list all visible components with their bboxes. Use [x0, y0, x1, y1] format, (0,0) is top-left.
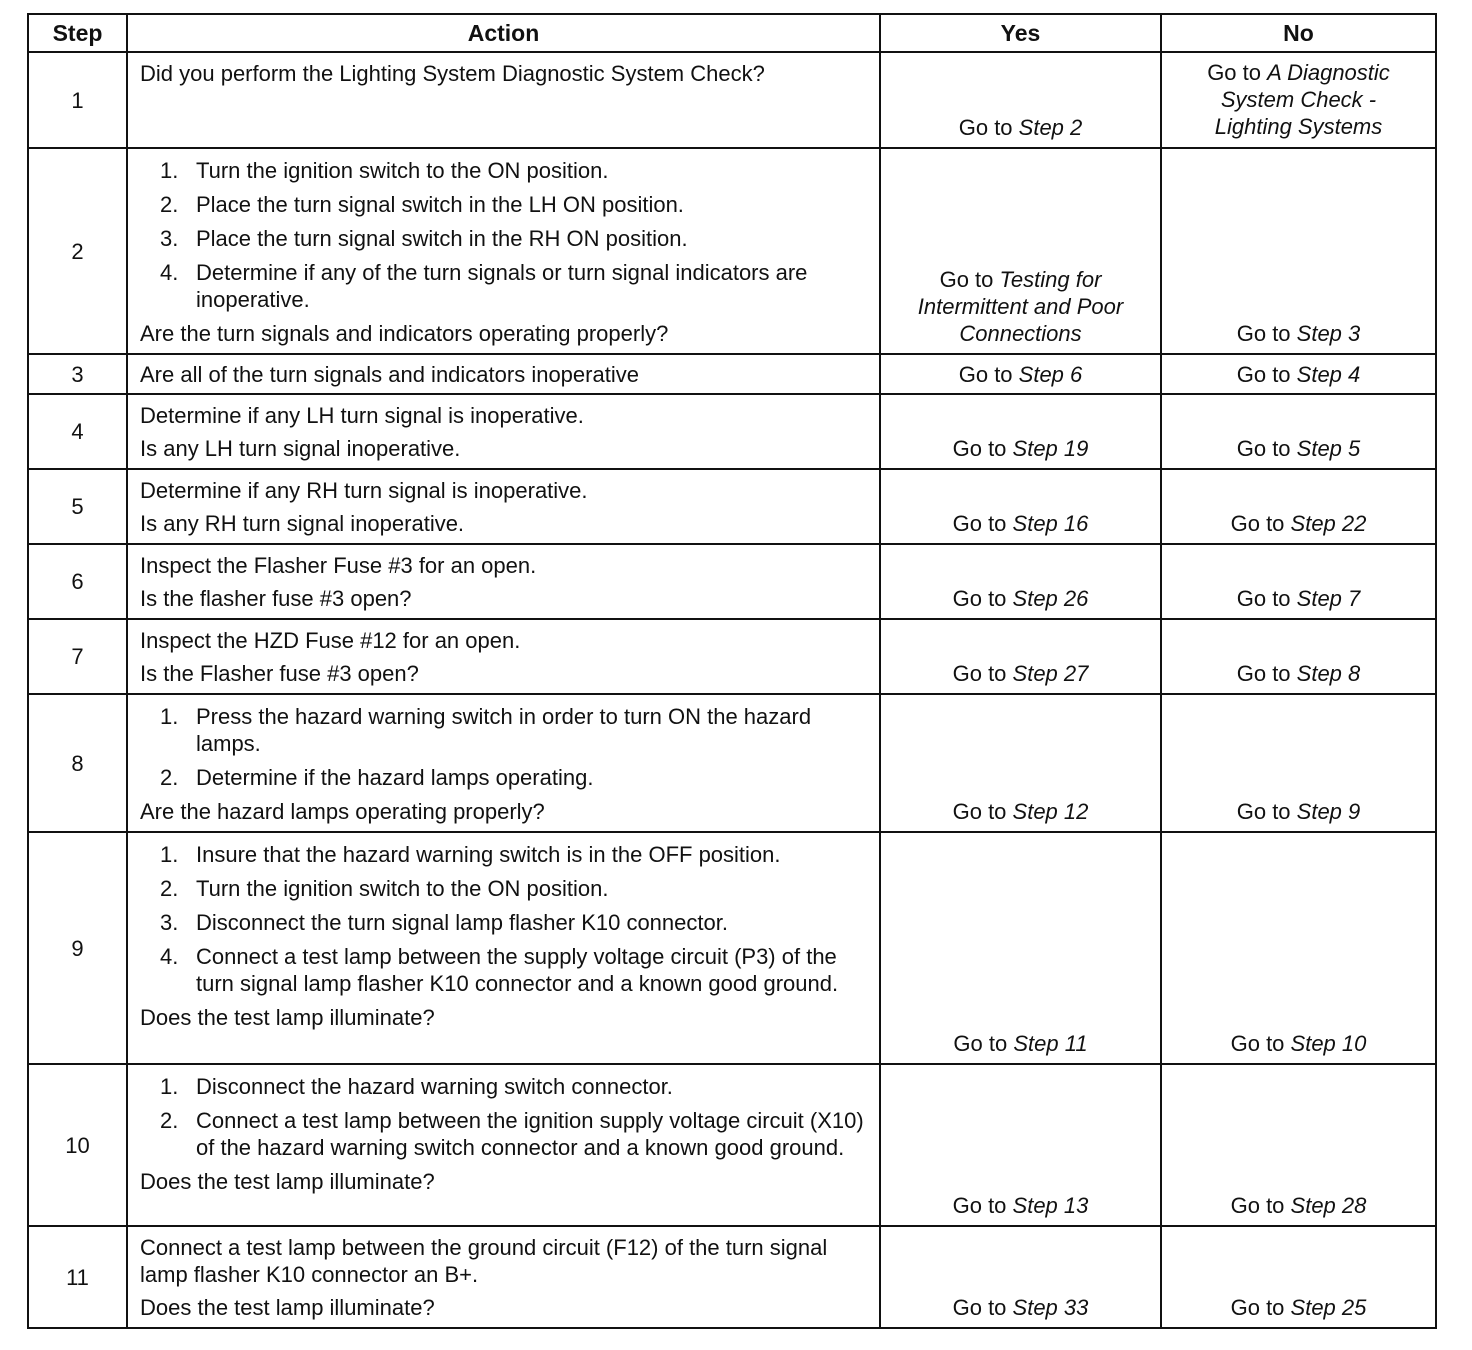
yes-prefix: Go to — [952, 799, 1013, 824]
substep-number: 2. — [160, 192, 179, 217]
table-row — [28, 1226, 1436, 1328]
step-number: 4 — [28, 394, 127, 469]
substep-text: Place the turn signal switch in the RH ON position. — [196, 226, 688, 251]
substep-number: 3. — [160, 910, 179, 935]
yes-cell — [880, 394, 1161, 469]
yes-target-link[interactable]: Step 13 — [1012, 1193, 1089, 1218]
yes-target-link[interactable]: Testing for Intermittent and Poor Connections — [917, 267, 1124, 346]
no-cell — [1161, 148, 1436, 354]
substep — [140, 841, 869, 868]
yes-prefix: Go to — [952, 1193, 1013, 1218]
action-cell — [127, 544, 880, 619]
no-target-link[interactable]: A Diagnostic System Check - Lighting Systems — [1214, 60, 1390, 139]
no-prefix: Go to — [1236, 361, 1297, 387]
action-cell — [127, 619, 880, 694]
yes-prefix: Go to — [939, 267, 1000, 292]
header-no: No — [1161, 14, 1436, 52]
table-row — [28, 544, 1436, 619]
substep-text: Place the turn signal switch in the LH ON position. — [196, 192, 684, 217]
yes-prefix: Go to — [952, 586, 1013, 611]
no-target-link[interactable]: Step 3 — [1296, 321, 1361, 346]
no-prefix: Go to — [1236, 321, 1297, 346]
substep-text: Determine if the hazard lamps operating. — [196, 765, 594, 790]
no-cell — [1161, 1064, 1436, 1226]
action-cell — [127, 52, 880, 148]
header-yes: Yes — [880, 14, 1161, 52]
substep-list — [140, 157, 869, 313]
action-text: Inspect the Flasher Fuse #3 for an open. — [140, 553, 537, 578]
no-prefix: Go to — [1236, 436, 1297, 461]
action-text: Inspect the HZD Fuse #12 for an open. — [140, 628, 521, 653]
substep-text: Turn the ignition switch to the ON position. — [196, 158, 609, 183]
step-number: 9 — [28, 832, 127, 1064]
substep — [140, 875, 869, 902]
yes-cell — [880, 619, 1161, 694]
substep — [140, 943, 869, 997]
no-prefix: Go to — [1207, 60, 1268, 85]
table-row — [28, 394, 1436, 469]
substep — [140, 259, 869, 313]
no-prefix: Go to — [1236, 661, 1297, 686]
no-cell — [1161, 619, 1436, 694]
yes-prefix: Go to — [958, 115, 1019, 140]
step-number: 7 — [28, 619, 127, 694]
question-text: Does the test lamp illuminate? — [140, 1005, 435, 1030]
table-row — [28, 1064, 1436, 1226]
yes-cell — [880, 832, 1161, 1064]
yes-cell — [880, 52, 1161, 148]
question-text: Does the test lamp illuminate? — [140, 1295, 435, 1320]
yes-target-link[interactable]: Step 33 — [1012, 1295, 1089, 1320]
substep-text: Press the hazard warning switch in order to turn ON the hazard lamps. — [196, 704, 812, 756]
no-prefix: Go to — [1236, 799, 1297, 824]
no-target-link[interactable]: Step 4 — [1296, 361, 1361, 387]
action-text: Are all of the turn signals and indicators inoperative — [140, 361, 639, 387]
action-text: Connect a test lamp between the ground circuit (F12) of the turn signal lamp flasher K10 connector an B+. — [140, 1235, 828, 1287]
yes-cell — [880, 1226, 1161, 1328]
no-prefix: Go to — [1230, 1031, 1291, 1056]
step-number: 8 — [28, 694, 127, 832]
yes-prefix: Go to — [952, 661, 1013, 686]
no-cell — [1161, 832, 1436, 1064]
no-prefix: Go to — [1230, 511, 1291, 536]
yes-target-link[interactable]: Step 19 — [1012, 436, 1089, 461]
question-text: Is the flasher fuse #3 open? — [140, 586, 412, 611]
step-number: 2 — [28, 148, 127, 354]
no-cell — [1161, 469, 1436, 544]
substep — [140, 191, 869, 218]
yes-prefix: Go to — [952, 436, 1013, 461]
step-number: 1 — [28, 52, 127, 148]
action-cell — [127, 1064, 880, 1226]
no-target-link[interactable]: Step 10 — [1290, 1031, 1367, 1056]
step-number: 10 — [28, 1064, 127, 1226]
no-target-link[interactable]: Step 7 — [1296, 586, 1361, 611]
no-cell — [1161, 52, 1436, 148]
table-row — [28, 469, 1436, 544]
yes-target-link[interactable]: Step 26 — [1012, 586, 1089, 611]
substep-text: Connect a test lamp between the supply voltage circuit (P3) of the turn signal lamp flasher K10 connector and a known good ground. — [196, 944, 839, 996]
substep-number: 1. — [160, 842, 179, 867]
no-target-link[interactable]: Step 25 — [1290, 1295, 1367, 1320]
no-cell — [1161, 354, 1436, 394]
substep — [140, 764, 869, 791]
question-text: Does the test lamp illuminate? — [140, 1169, 435, 1194]
question-text: Is any RH turn signal inoperative. — [140, 511, 465, 536]
yes-cell — [880, 694, 1161, 832]
table-row — [28, 619, 1436, 694]
table-row — [28, 354, 1436, 394]
yes-target-link[interactable]: Step 6 — [1018, 361, 1083, 387]
substep-number: 2. — [160, 1108, 179, 1133]
yes-target-link[interactable]: Step 2 — [1018, 115, 1083, 140]
table-row — [28, 148, 1436, 354]
substep — [140, 1107, 869, 1161]
action-cell — [127, 148, 880, 354]
no-cell — [1161, 694, 1436, 832]
header-action: Action — [127, 14, 880, 52]
question-text: Are the hazard lamps operating properly? — [140, 799, 545, 824]
substep-number: 2. — [160, 765, 179, 790]
table-row — [28, 832, 1436, 1064]
step-number: 6 — [28, 544, 127, 619]
action-text: Determine if any LH turn signal is inoperative. — [140, 403, 584, 428]
yes-prefix: Go to — [952, 511, 1013, 536]
no-target-link[interactable]: Step 22 — [1290, 511, 1367, 536]
substep-number: 4. — [160, 944, 179, 969]
question-text: Is any LH turn signal inoperative. — [140, 436, 461, 461]
yes-prefix: Go to — [958, 361, 1019, 387]
diagnostic-table — [27, 13, 1437, 1329]
no-cell — [1161, 1226, 1436, 1328]
step-number: 3 — [28, 354, 127, 394]
substep-text: Connect a test lamp between the ignition supply voltage circuit (X10) of the hazard warning switch connector and a known good ground. — [196, 1108, 864, 1160]
substep-text: Disconnect the hazard warning switch connector. — [196, 1074, 673, 1099]
substep-text: Insure that the hazard warning switch is in the OFF position. — [196, 842, 781, 867]
question-text: Are the turn signals and indicators operating properly? — [140, 321, 669, 346]
substep-number: 1. — [160, 1074, 179, 1099]
substep-text: Turn the ignition switch to the ON position. — [196, 876, 609, 901]
substep-list — [140, 1073, 869, 1161]
no-target-link[interactable]: Step 8 — [1296, 661, 1361, 686]
no-prefix: Go to — [1230, 1193, 1291, 1218]
substep-number: 3. — [160, 226, 179, 251]
action-cell — [127, 354, 880, 394]
no-cell — [1161, 394, 1436, 469]
substep-number: 1. — [160, 158, 179, 183]
question-text: Is the Flasher fuse #3 open? — [140, 661, 419, 686]
yes-cell — [880, 354, 1161, 394]
substep — [140, 703, 869, 757]
header-row — [28, 14, 1436, 52]
action-text: Did you perform the Lighting System Diagnostic System Check? — [140, 61, 765, 86]
no-target-link[interactable]: Step 28 — [1290, 1193, 1367, 1218]
yes-prefix: Go to — [953, 1031, 1014, 1056]
yes-cell — [880, 469, 1161, 544]
action-cell — [127, 694, 880, 832]
table-row — [28, 694, 1436, 832]
step-number: 11 — [28, 1226, 127, 1328]
yes-target-link[interactable]: Step 27 — [1012, 661, 1089, 686]
action-text: Determine if any RH turn signal is inoperative. — [140, 478, 588, 503]
no-prefix: Go to — [1236, 586, 1297, 611]
yes-cell — [880, 1064, 1161, 1226]
substep — [140, 225, 869, 252]
no-target-link[interactable]: Step 5 — [1296, 436, 1361, 461]
substep-number: 1. — [160, 704, 179, 729]
action-cell — [127, 394, 880, 469]
no-cell — [1161, 544, 1436, 619]
yes-target-link[interactable]: Step 12 — [1012, 799, 1089, 824]
substep-text: Determine if any of the turn signals or turn signal indicators are inoperative. — [196, 260, 808, 312]
substep — [140, 909, 869, 936]
no-prefix: Go to — [1230, 1295, 1291, 1320]
substep-number: 2. — [160, 876, 179, 901]
no-target-link[interactable]: Step 9 — [1296, 799, 1361, 824]
substep-list — [140, 841, 869, 997]
substep-number: 4. — [160, 260, 179, 285]
substep-list — [140, 703, 869, 791]
substep — [140, 1073, 869, 1100]
yes-cell — [880, 148, 1161, 354]
action-cell — [127, 1226, 880, 1328]
yes-cell — [880, 544, 1161, 619]
yes-target-link[interactable]: Step 16 — [1012, 511, 1089, 536]
yes-prefix: Go to — [952, 1295, 1013, 1320]
substep — [140, 157, 869, 184]
header-step: Step — [28, 14, 127, 52]
table-row — [28, 52, 1436, 148]
action-cell — [127, 832, 880, 1064]
yes-target-link[interactable]: Step 11 — [1013, 1031, 1088, 1056]
step-number: 5 — [28, 469, 127, 544]
substep-text: Disconnect the turn signal lamp flasher K10 connector. — [196, 910, 728, 935]
action-cell — [127, 469, 880, 544]
